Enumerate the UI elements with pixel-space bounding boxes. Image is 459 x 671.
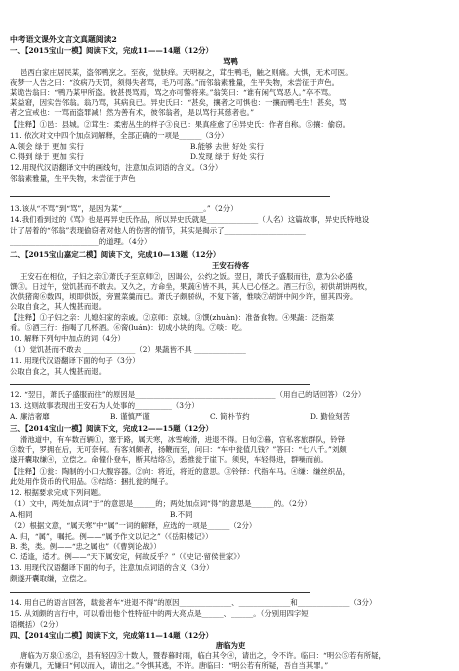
question-11-text: 公取自食之，其人愧甚而退。 (10, 367, 107, 376)
question-15-cont: 语概括）（2分） (10, 620, 63, 629)
section-1-para: 夜梦一人告之曰：“汝病乃天罚，须得失者骂，毛乃可落。”而邻翁素雅量，生平失物，未尝征于声色。 (10, 78, 340, 87)
question-12-1: （1）文中，两处加点词“于”的意思是______的；两处加点词“得”的意思是______的。（2分） (10, 499, 312, 508)
option-c: C. 简朴节约 (210, 412, 250, 421)
section-2-para: 馔③。日过午，觉饥甚而不敢去。又久之，方命坐，果蔬④皆不具，其人已心怪之。酒三行⑤，初供胡饼两枚， (10, 282, 373, 291)
section-2-note: 肴。⑤酒三行：指喝了几杯酒。⑥脔(luán)：切成小块的肉。⑦啖：吃。 (10, 323, 247, 332)
section-4-para: 亦有嫌几，无嫌曰“何以而入，请出之。”令惧其逃，不许。唐临曰：“明公若有所疑，吾自当其罪。” (10, 661, 329, 670)
option-c: C.得到 绿于 更加 实行 (10, 152, 84, 161)
question-11: 11. 用现代汉语翻译下面的句子（3分） (10, 356, 140, 365)
section-1-para: 邑西白家庄居民某，盗邻鸭烹之。至夜，觉肤痒。天明视之，茸生鸭毛，触之则痛。大惧，无术可医。 (20, 68, 353, 77)
option-b: B.能够 去世 好处 实行 (190, 142, 264, 151)
option-b: B. 类，类。例——“忠之属也”（《曹刿论战》） (10, 542, 161, 551)
question-14: 14.我们看到过的《骂》也是再异史氏作品，所以异史氏就是______________（人名）这篇故事，异史氏特地设 (10, 215, 370, 224)
section-2-note: 【注释】①子妇之亲：儿媳妇家的亲戚。②京师：京城。③馔(zhuàn)：准备食物。④果蔬：泛指菜 (10, 313, 334, 322)
question-14: 14. 用自己的语言回答，载瓮者车“进退不得”的原因______________、______________和______________（3分） (10, 598, 377, 607)
section-3-para: 遂开囊取缣④，立偿之。命僮仆登车，断其结络⑤，悉推瓮于崖下。须臾，车轻得进，群噪而前。 (10, 455, 328, 464)
question-12-text: 邻翁素雅量，生平失物，未尝征于声色 (10, 174, 136, 183)
option-b: B.不同 (170, 510, 193, 519)
question-13-text: 颇遂开囊取缣，立偿之。 (10, 574, 92, 583)
answer-line (10, 592, 310, 593)
question-12-2: （2）根据文意，“属天寒”中“属”一词的解释，应选的一项是______（2分） (10, 521, 257, 530)
section-2-title: 王安石待客 (212, 261, 249, 270)
question-12: 12. 根据要求完成下列问题。 (10, 488, 106, 497)
section-2-para: 王安石在相位，子妇之亲①萧氏子至京师②，因谒公，公约之饭。翌日，萧氏子盛服而往，意为公必盛 (20, 272, 353, 281)
question-12: 12.用现代汉语翻译文中的画线句，注意加点词语的含义。（3分） (10, 163, 223, 172)
option-a: A. 廉洁奢靡 (10, 412, 50, 421)
question-12-1-options (10, 510, 451, 520)
question-10: 10. 解释下列句中加点的词（4分） (10, 334, 125, 343)
answer-line (10, 384, 310, 385)
section-1-note: 【注释】①邑：县城。②茸生：柔密丛生的样子③良已：果真痊愈了④异史氏：作者自称。⑤攘：偷窃。 (10, 120, 350, 129)
section-4-header: 四、【2014宝山二模】阅读下文，完成第11—14题（12分） (10, 631, 213, 640)
question-10-items: （1）觉饥甚而不敢去 ______________（2）果蔬皆不具 ______________ (10, 345, 246, 354)
section-2-para: 公取自食之，其人愧甚而退。 (10, 302, 107, 311)
question-14-cont: 计了居着的“邻翁”表现偷窃者对他人的伤害的情节，其实是揭示了______________________ (10, 226, 306, 235)
question-11-options-row-1 (10, 142, 451, 152)
section-2-para: 次供猪脔⑥数四，顷即供饭，旁置菜羹而已。萧氏子颇骄纵，不复下箸，惟啖⑦胡饼中间少许，留其四旁。 (10, 292, 358, 301)
section-3-note: 此处用作货币的代用品。⑤结络：捆扎瓮的绳子。 (10, 477, 173, 486)
option-a: A. 归，“属”，嘱托。例——“属予作文以记之”（《岳阳楼记》） (10, 532, 213, 541)
document-title: 中考语文课外文言文真题阅读2 (10, 35, 117, 44)
question-11-options-row-2 (10, 152, 451, 162)
question-12: 12. “翌日，萧氏子盛服而往”的原因是______________________________________（用自己的话回答）（2分） (10, 390, 366, 399)
question-13-options (10, 412, 451, 422)
section-3-note: 【注释】①瓮：陶制的小口大腹容器。②向：将近，将近的意思。③铃铎：代指车马。④缣：缣丝织品， (10, 467, 350, 476)
question-15: 15. 从刘颇的言行中，可以看出他个性特征中的两大亮点是______、______。（分别用四字短 (10, 609, 309, 618)
section-3-para: 滑池道中，有车数百辆①，塞于路，属天寒，冰雪峻滑，进退不得。日旬②暮，官私客旅群队，铃铎 (20, 435, 346, 444)
section-4-title: 唐临为吏 (215, 641, 246, 650)
question-13: 13. 这则故事表现出王安石为人处事的__________（3分） (10, 401, 199, 410)
section-1-header: 一、【2015宝山一模】阅读下文，完成11——14题（12分） (10, 46, 213, 55)
question-14-cont-2: ________________________的道理。（4分） (10, 237, 152, 246)
section-4-para: 唐临为万泉①丞②，县有轻囚③十数人，暨春暮时雨，临白其令④，请出之，令不许。临曰：“明公⑤若有所疑， (20, 651, 386, 660)
section-1-para: 某诡告翁曰：“鸭乃某甲所盗。彼甚畏骂焉，骂之亦可警将来。”翁笑曰：“谁有闲气骂恶人。”卒不骂。 (10, 88, 336, 97)
section-3-header: 三、【2014宝山一模】阅读下文，完成12——15题（12分） (10, 424, 213, 433)
question-11: 11. 依次对文中四个加点词解释，全部正确的一项是______（3分） (10, 131, 229, 140)
option-c: C. 适逢，适才。例——“天下属安定，何故反乎？”（《史记·留侯世家》） (10, 552, 245, 561)
section-2-header: 二、【2015宝山嘉定二模】阅读下文，完成10—13题（12分） (10, 250, 221, 259)
question-13: 13.该从“不骂”到“骂”，是因为某“______________________。”（2分） (10, 204, 238, 213)
option-b: B. 谨慎严谨 (110, 412, 150, 421)
section-3-para: ③数千，罗拥在后，无可奈何。有客刘颇者，扬鞭而至，问曰：“车中瓮值几钱？”答曰：“七八千。”刘颇 (10, 445, 347, 454)
question-13: 13. 用现代汉语翻译下面的句子，注意加点词语的含义（3分） (10, 563, 214, 572)
option-d: D.发现 绿于 好处 实行 (190, 152, 265, 161)
section-1-para: 者之宜戒也：一骂而盗罪减！然为善有术，彼邻翁者，是以骂行其慈者也。” (10, 108, 254, 117)
option-a: A.领会 绿于 更加 实行 (10, 142, 84, 151)
answer-line (10, 196, 330, 197)
option-d: D. 勤俭刻苦 (310, 412, 350, 421)
section-1-para: 某益窘，因实告邻翁。翁乃骂，其病良已。异史氏曰：“甚矣，攘者之可惧也：一攘而鸭毛生！甚矣，骂 (10, 98, 347, 107)
option-a: A.相同 (10, 510, 33, 519)
section-1-title: 骂鸭 (223, 57, 238, 66)
